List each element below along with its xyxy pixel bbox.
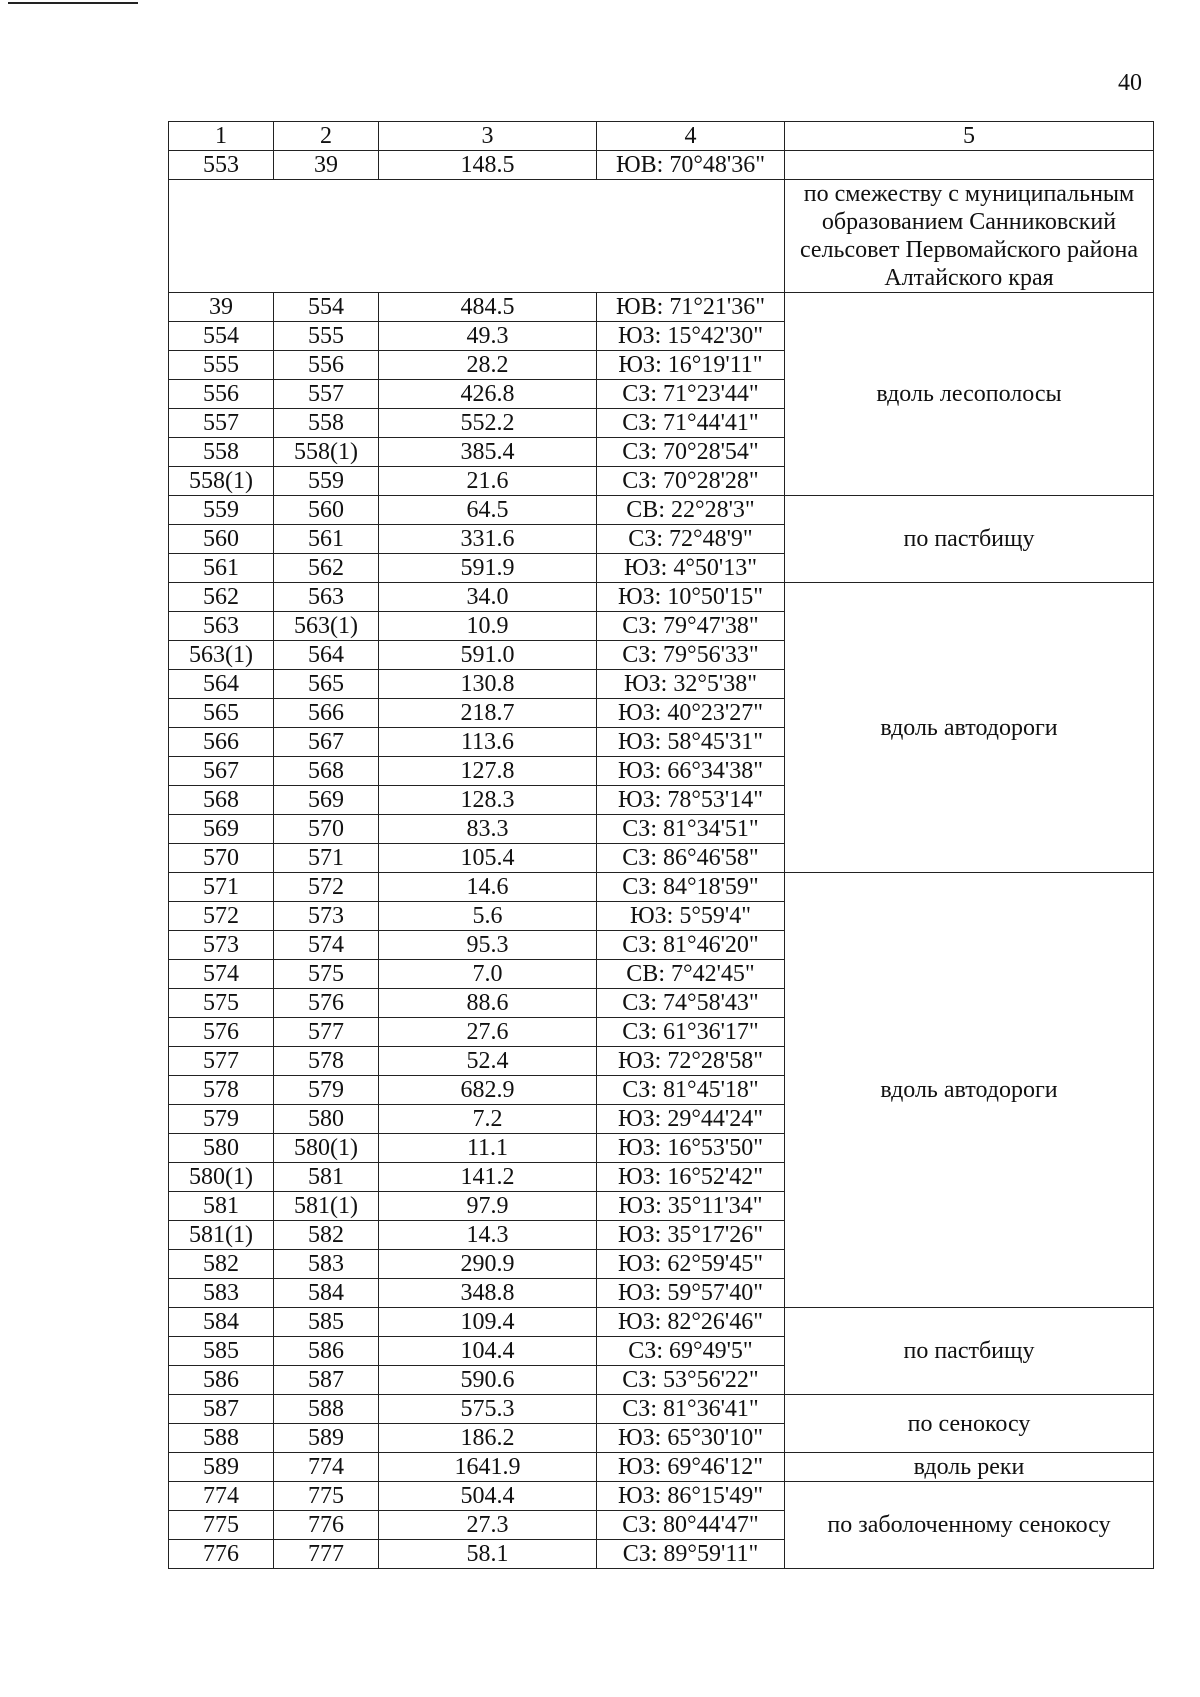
from-point-cell: 776: [169, 1540, 274, 1569]
length-cell: 290.9: [379, 1250, 597, 1279]
from-point-cell: 569: [169, 815, 274, 844]
bearing-cell: ЮВ: 71°21'36": [597, 293, 785, 322]
length-cell: 186.2: [379, 1424, 597, 1453]
from-point-cell: 558: [169, 438, 274, 467]
bearing-cell: ЮЗ: 66°34'38": [597, 757, 785, 786]
from-point-cell: 553: [169, 151, 274, 180]
from-point-cell: 560: [169, 525, 274, 554]
bearing-cell: ЮЗ: 16°19'11": [597, 351, 785, 380]
to-point-cell: 774: [274, 1453, 379, 1482]
length-cell: 148.5: [379, 151, 597, 180]
from-point-cell: 581(1): [169, 1221, 274, 1250]
bearing-cell: ЮЗ: 35°17'26": [597, 1221, 785, 1250]
length-cell: 28.2: [379, 351, 597, 380]
table-row: [169, 151, 1154, 180]
from-point-cell: 575: [169, 989, 274, 1018]
to-point-cell: 571: [274, 844, 379, 873]
bearing-cell: ЮЗ: 15°42'30": [597, 322, 785, 351]
from-point-cell: 580(1): [169, 1163, 274, 1192]
length-cell: 105.4: [379, 844, 597, 873]
from-point-cell: 571: [169, 873, 274, 902]
bearing-cell: СЗ: 81°36'41": [597, 1395, 785, 1424]
bearing-cell: ЮЗ: 58°45'31": [597, 728, 785, 757]
from-point-cell: 568: [169, 786, 274, 815]
empty-cell: [785, 151, 1154, 180]
to-point-cell: 583: [274, 1250, 379, 1279]
bearing-cell: ЮЗ: 4°50'13": [597, 554, 785, 583]
from-point-cell: 559: [169, 496, 274, 525]
length-cell: 104.4: [379, 1337, 597, 1366]
adjacency-note: по смежеству с муниципальным образованием Санниковский сельсовет Первомайского района Алтайского края: [785, 180, 1154, 293]
bearing-cell: СЗ: 81°45'18": [597, 1076, 785, 1105]
to-point-cell: 575: [274, 960, 379, 989]
to-point-cell: 559: [274, 467, 379, 496]
bearing-cell: ЮЗ: 62°59'45": [597, 1250, 785, 1279]
note-row: [169, 180, 1154, 293]
to-point-cell: 558(1): [274, 438, 379, 467]
length-cell: 7.0: [379, 960, 597, 989]
table-row: [169, 873, 1154, 902]
from-point-cell: 585: [169, 1337, 274, 1366]
bearing-cell: СЗ: 80°44'47": [597, 1511, 785, 1540]
section-description: вдоль лесополосы: [785, 293, 1154, 496]
to-point-cell: 579: [274, 1076, 379, 1105]
to-point-cell: 567: [274, 728, 379, 757]
to-point-cell: 562: [274, 554, 379, 583]
to-point-cell: 581: [274, 1163, 379, 1192]
to-point-cell: 578: [274, 1047, 379, 1076]
from-point-cell: 570: [169, 844, 274, 873]
length-cell: 218.7: [379, 699, 597, 728]
bearing-cell: ЮЗ: 16°52'42": [597, 1163, 785, 1192]
length-cell: 109.4: [379, 1308, 597, 1337]
bearing-cell: ЮЗ: 65°30'10": [597, 1424, 785, 1453]
bearing-cell: ЮЗ: 16°53'50": [597, 1134, 785, 1163]
length-cell: 97.9: [379, 1192, 597, 1221]
bearing-cell: ЮЗ: 40°23'27": [597, 699, 785, 728]
from-point-cell: 579: [169, 1105, 274, 1134]
section-description: по пастбищу: [785, 496, 1154, 583]
from-point-cell: 572: [169, 902, 274, 931]
length-cell: 11.1: [379, 1134, 597, 1163]
from-point-cell: 39: [169, 293, 274, 322]
from-point-cell: 565: [169, 699, 274, 728]
to-point-cell: 585: [274, 1308, 379, 1337]
page-number: 40: [1118, 70, 1142, 96]
from-point-cell: 576: [169, 1018, 274, 1047]
to-point-cell: 581(1): [274, 1192, 379, 1221]
boundary-table: [168, 121, 1154, 1569]
section-description: вдоль автодороги: [785, 583, 1154, 873]
to-point-cell: 555: [274, 322, 379, 351]
to-point-cell: 566: [274, 699, 379, 728]
to-point-cell: 569: [274, 786, 379, 815]
length-cell: 88.6: [379, 989, 597, 1018]
section-description: по пастбищу: [785, 1308, 1154, 1395]
bearing-cell: ЮЗ: 72°28'58": [597, 1047, 785, 1076]
bearing-cell: СВ: 22°28'3": [597, 496, 785, 525]
header-cell: 5: [785, 122, 1154, 151]
length-cell: 7.2: [379, 1105, 597, 1134]
from-point-cell: 582: [169, 1250, 274, 1279]
to-point-cell: 573: [274, 902, 379, 931]
to-point-cell: 588: [274, 1395, 379, 1424]
bearing-cell: СЗ: 89°59'11": [597, 1540, 785, 1569]
from-point-cell: 574: [169, 960, 274, 989]
from-point-cell: 558(1): [169, 467, 274, 496]
to-point-cell: 584: [274, 1279, 379, 1308]
from-point-cell: 775: [169, 1511, 274, 1540]
length-cell: 141.2: [379, 1163, 597, 1192]
from-point-cell: 587: [169, 1395, 274, 1424]
bearing-cell: ЮЗ: 29°44'24": [597, 1105, 785, 1134]
length-cell: 127.8: [379, 757, 597, 786]
to-point-cell: 554: [274, 293, 379, 322]
length-cell: 348.8: [379, 1279, 597, 1308]
to-point-cell: 577: [274, 1018, 379, 1047]
bearing-cell: ЮЗ: 35°11'34": [597, 1192, 785, 1221]
from-point-cell: 589: [169, 1453, 274, 1482]
section-description: вдоль реки: [785, 1453, 1154, 1482]
bearing-cell: СЗ: 70°28'28": [597, 467, 785, 496]
from-point-cell: 557: [169, 409, 274, 438]
length-cell: 95.3: [379, 931, 597, 960]
from-point-cell: 556: [169, 380, 274, 409]
length-cell: 49.3: [379, 322, 597, 351]
bearing-cell: ЮЗ: 32°5'38": [597, 670, 785, 699]
to-point-cell: 589: [274, 1424, 379, 1453]
bearing-cell: ЮЗ: 5°59'4": [597, 902, 785, 931]
length-cell: 34.0: [379, 583, 597, 612]
to-point-cell: 565: [274, 670, 379, 699]
from-point-cell: 581: [169, 1192, 274, 1221]
to-point-cell: 580: [274, 1105, 379, 1134]
bearing-cell: СЗ: 84°18'59": [597, 873, 785, 902]
to-point-cell: 556: [274, 351, 379, 380]
bearing-cell: СЗ: 79°56'33": [597, 641, 785, 670]
bearing-cell: СВ: 7°42'45": [597, 960, 785, 989]
length-cell: 27.6: [379, 1018, 597, 1047]
from-point-cell: 562: [169, 583, 274, 612]
length-cell: 64.5: [379, 496, 597, 525]
length-cell: 14.3: [379, 1221, 597, 1250]
to-point-cell: 568: [274, 757, 379, 786]
to-point-cell: 39: [274, 151, 379, 180]
bearing-cell: СЗ: 79°47'38": [597, 612, 785, 641]
length-cell: 552.2: [379, 409, 597, 438]
length-cell: 130.8: [379, 670, 597, 699]
length-cell: 504.4: [379, 1482, 597, 1511]
from-point-cell: 563: [169, 612, 274, 641]
to-point-cell: 582: [274, 1221, 379, 1250]
table-row: [169, 1482, 1154, 1511]
to-point-cell: 586: [274, 1337, 379, 1366]
table-row: [169, 1308, 1154, 1337]
from-point-cell: 555: [169, 351, 274, 380]
bearing-cell: СЗ: 74°58'43": [597, 989, 785, 1018]
length-cell: 10.9: [379, 612, 597, 641]
length-cell: 385.4: [379, 438, 597, 467]
from-point-cell: 586: [169, 1366, 274, 1395]
to-point-cell: 587: [274, 1366, 379, 1395]
bearing-cell: СЗ: 71°44'41": [597, 409, 785, 438]
length-cell: 426.8: [379, 380, 597, 409]
from-point-cell: 563(1): [169, 641, 274, 670]
header-cell: 1: [169, 122, 274, 151]
length-cell: 27.3: [379, 1511, 597, 1540]
length-cell: 14.6: [379, 873, 597, 902]
from-point-cell: 580: [169, 1134, 274, 1163]
table-row: [169, 583, 1154, 612]
to-point-cell: 576: [274, 989, 379, 1018]
bearing-cell: СЗ: 86°46'58": [597, 844, 785, 873]
header-cell: 2: [274, 122, 379, 151]
bearing-cell: ЮЗ: 69°46'12": [597, 1453, 785, 1482]
bearing-cell: ЮЗ: 59°57'40": [597, 1279, 785, 1308]
bearing-cell: ЮЗ: 82°26'46": [597, 1308, 785, 1337]
to-point-cell: 564: [274, 641, 379, 670]
header-cell: 4: [597, 122, 785, 151]
length-cell: 83.3: [379, 815, 597, 844]
table-row: [169, 496, 1154, 525]
length-cell: 331.6: [379, 525, 597, 554]
section-description: вдоль автодороги: [785, 873, 1154, 1308]
length-cell: 5.6: [379, 902, 597, 931]
bearing-cell: ЮЗ: 78°53'14": [597, 786, 785, 815]
to-point-cell: 777: [274, 1540, 379, 1569]
bearing-cell: ЮЗ: 86°15'49": [597, 1482, 785, 1511]
bearing-cell: СЗ: 69°49'5": [597, 1337, 785, 1366]
from-point-cell: 584: [169, 1308, 274, 1337]
from-point-cell: 577: [169, 1047, 274, 1076]
from-point-cell: 564: [169, 670, 274, 699]
length-cell: 682.9: [379, 1076, 597, 1105]
table-row: [169, 1395, 1154, 1424]
bearing-cell: СЗ: 81°46'20": [597, 931, 785, 960]
length-cell: 52.4: [379, 1047, 597, 1076]
length-cell: 484.5: [379, 293, 597, 322]
table-row: [169, 293, 1154, 322]
from-point-cell: 578: [169, 1076, 274, 1105]
length-cell: 591.9: [379, 554, 597, 583]
length-cell: 1641.9: [379, 1453, 597, 1482]
from-point-cell: 567: [169, 757, 274, 786]
to-point-cell: 563(1): [274, 612, 379, 641]
from-point-cell: 588: [169, 1424, 274, 1453]
bearing-cell: СЗ: 53°56'22": [597, 1366, 785, 1395]
length-cell: 590.6: [379, 1366, 597, 1395]
length-cell: 21.6: [379, 467, 597, 496]
bearing-cell: СЗ: 81°34'51": [597, 815, 785, 844]
from-point-cell: 583: [169, 1279, 274, 1308]
bearing-cell: ЮВ: 70°48'36": [597, 151, 785, 180]
from-point-cell: 566: [169, 728, 274, 757]
empty-cell: [169, 180, 785, 293]
bearing-cell: СЗ: 71°23'44": [597, 380, 785, 409]
header-row: [169, 122, 1154, 151]
length-cell: 128.3: [379, 786, 597, 815]
length-cell: 575.3: [379, 1395, 597, 1424]
section-description: по заболоченному сенокосу: [785, 1482, 1154, 1569]
to-point-cell: 557: [274, 380, 379, 409]
to-point-cell: 775: [274, 1482, 379, 1511]
to-point-cell: 574: [274, 931, 379, 960]
from-point-cell: 573: [169, 931, 274, 960]
top-rule: [8, 2, 138, 4]
to-point-cell: 558: [274, 409, 379, 438]
to-point-cell: 580(1): [274, 1134, 379, 1163]
bearing-cell: СЗ: 72°48'9": [597, 525, 785, 554]
from-point-cell: 554: [169, 322, 274, 351]
from-point-cell: 561: [169, 554, 274, 583]
section-description: по сенокосу: [785, 1395, 1154, 1453]
bearing-cell: СЗ: 70°28'54": [597, 438, 785, 467]
table-row: [169, 1453, 1154, 1482]
from-point-cell: 774: [169, 1482, 274, 1511]
bearing-cell: СЗ: 61°36'17": [597, 1018, 785, 1047]
header-cell: 3: [379, 122, 597, 151]
length-cell: 591.0: [379, 641, 597, 670]
length-cell: 58.1: [379, 1540, 597, 1569]
to-point-cell: 572: [274, 873, 379, 902]
to-point-cell: 561: [274, 525, 379, 554]
to-point-cell: 560: [274, 496, 379, 525]
to-point-cell: 563: [274, 583, 379, 612]
bearing-cell: ЮЗ: 10°50'15": [597, 583, 785, 612]
to-point-cell: 570: [274, 815, 379, 844]
length-cell: 113.6: [379, 728, 597, 757]
to-point-cell: 776: [274, 1511, 379, 1540]
